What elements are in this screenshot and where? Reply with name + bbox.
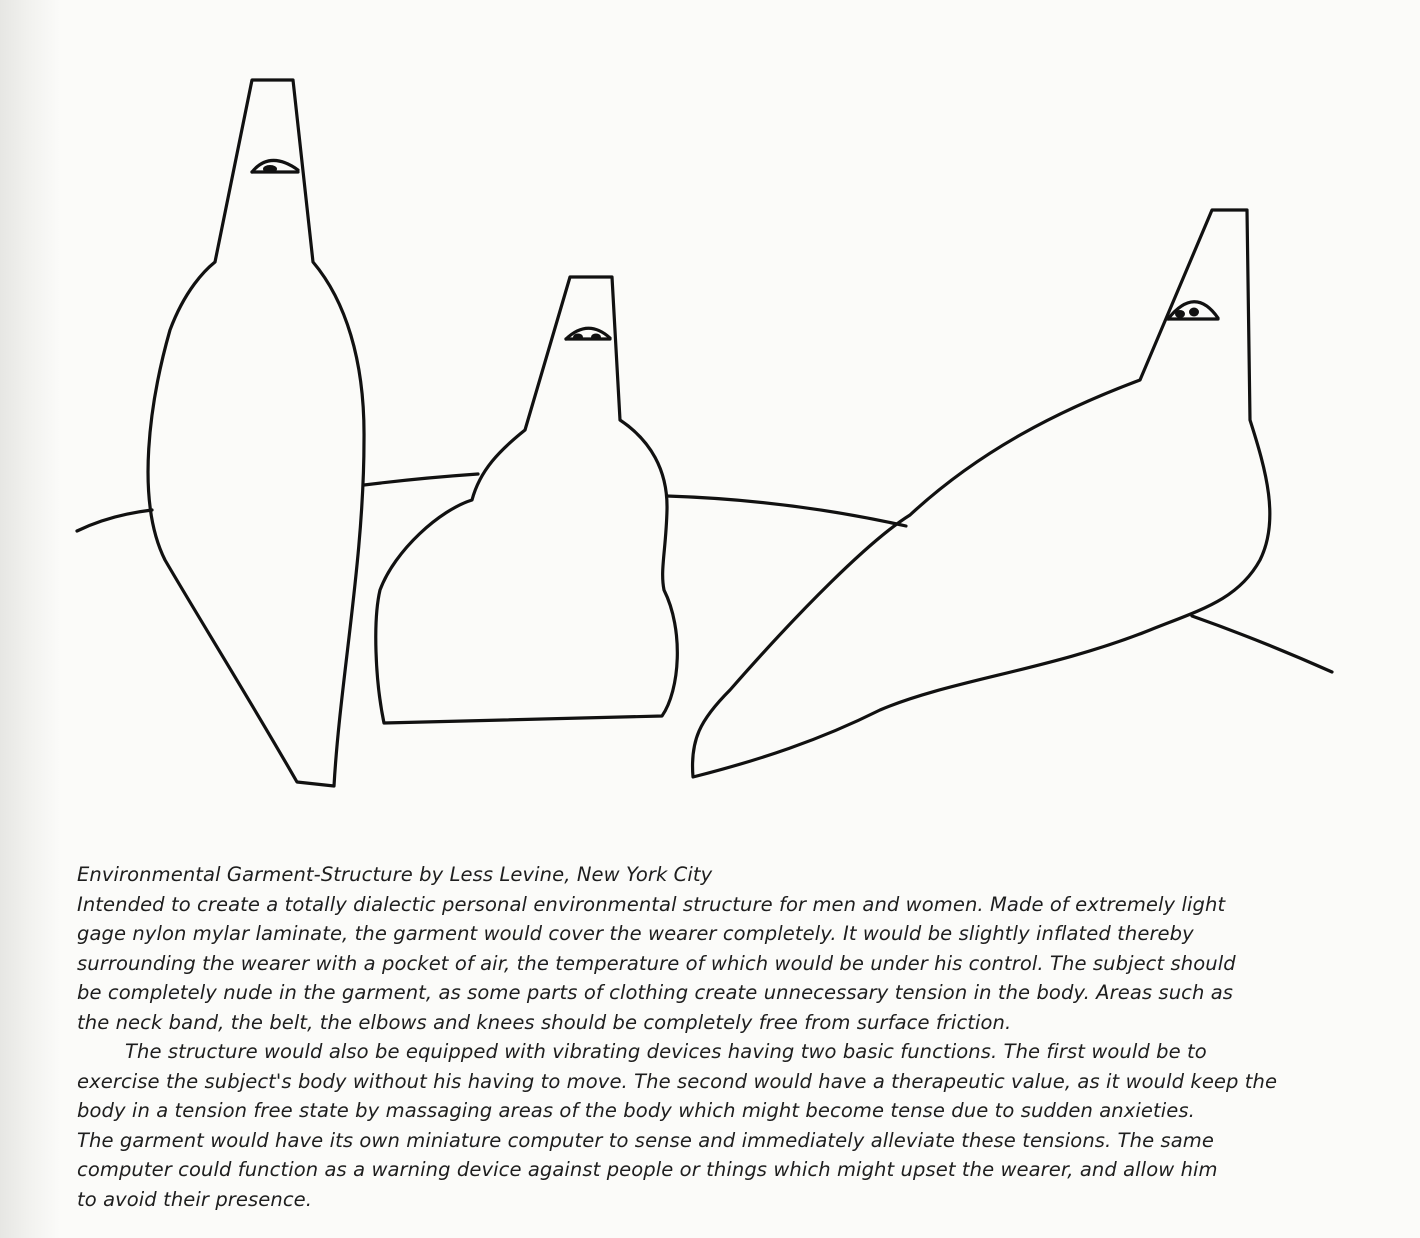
garment-figure-right bbox=[692, 210, 1269, 777]
caption-paragraph-2-line: exercise the subject's body without his having to move. The second would have a therapeutic value, as it would keep the bbox=[77, 1069, 1278, 1093]
caption-paragraph-1-line: gage nylon mylar laminate, the garment would cover the wearer completely. It would be slightly inflated thereby bbox=[77, 922, 1194, 945]
caption-paragraph-2-line: computer could function as a warning device against people or things which might upset the wearer, and allow him bbox=[77, 1158, 1218, 1181]
caption-paragraph-2-line: The garment would have its own miniature computer to sense and immediately alleviate these tensions. The same bbox=[77, 1128, 1214, 1152]
caption-paragraph-2-line: The structure would also be equipped with vibrating devices having two basic functions. The first would be to bbox=[125, 1040, 1207, 1063]
caption-paragraph-1-line: Intended to create a totally dialectic personal environmental structure for men and women. Made of extremely light bbox=[77, 892, 1226, 916]
eye-pupil bbox=[1189, 308, 1199, 317]
eye-pupil bbox=[263, 165, 277, 173]
eye-pupil bbox=[573, 334, 583, 341]
caption-paragraph-1-line: surrounding the wearer with a pocket of air, the temperature of which would be under his control. The subject should bbox=[77, 951, 1236, 975]
caption-paragraph-2-line: to avoid their presence. bbox=[77, 1187, 313, 1211]
figure-caption bbox=[77, 860, 1377, 1214]
garment-figure-left bbox=[148, 80, 364, 786]
garment-figure-left-eye bbox=[252, 160, 298, 173]
garment-figure-middle-outline bbox=[376, 277, 678, 723]
garment-figure-right-outline bbox=[692, 210, 1269, 777]
garment-figure-middle-eye bbox=[566, 328, 610, 340]
caption-paragraph-1-line: be completely nude in the garment, as some parts of clothing create unnecessary tension in the body. Areas such as bbox=[77, 981, 1234, 1004]
eye-pupil bbox=[1175, 310, 1185, 318]
horizon-line-right bbox=[1192, 616, 1332, 672]
eye-lid bbox=[566, 328, 610, 339]
caption-paragraph-2-line: body in a tension free state by massaging areas of the body which might become tense due to sudden anxieties. bbox=[77, 1099, 1195, 1122]
horizon-line-middle-right bbox=[667, 496, 906, 526]
caption-paragraph-1-line: the neck band, the belt, the elbows and knees should be completely free from surface friction. bbox=[77, 1010, 1012, 1034]
horizon-line-middle-left bbox=[364, 474, 478, 485]
eye-pupil bbox=[591, 334, 601, 341]
horizon-line-left bbox=[77, 510, 152, 531]
garment-figure-left-outline bbox=[148, 80, 364, 786]
garment-figure-middle bbox=[376, 277, 678, 723]
garment-figure-right-eye bbox=[1168, 302, 1218, 319]
caption-title: Environmental Garment-Structure by Less Levine, New York City bbox=[77, 863, 713, 886]
